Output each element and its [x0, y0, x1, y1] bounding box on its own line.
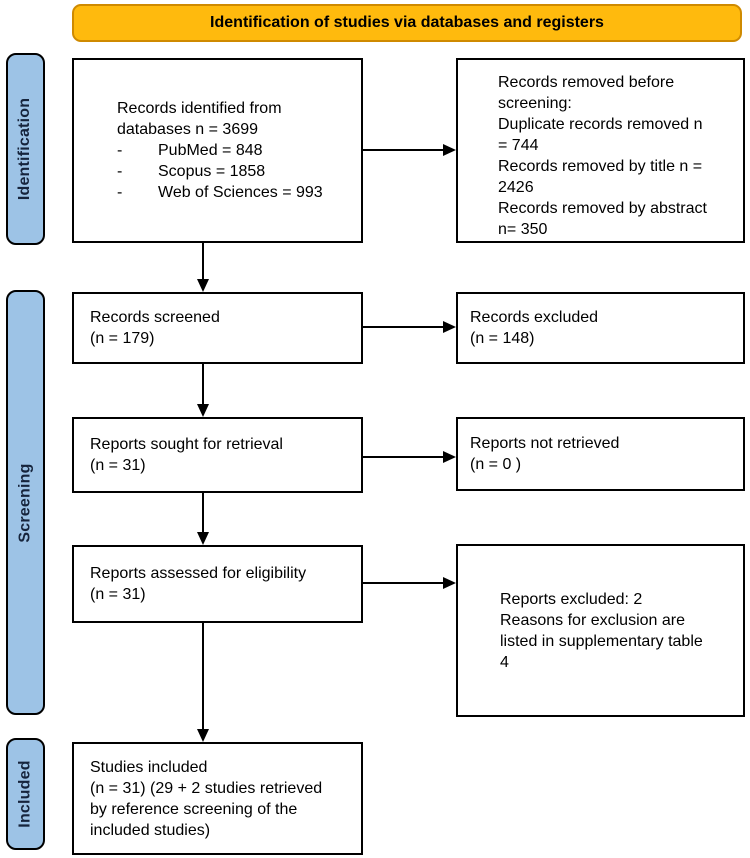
arrow-sought-to-assessed: [202, 493, 204, 532]
sidebar-identification-label: Identification: [16, 97, 34, 201]
source-scopus-label: Scopus = 1858: [158, 163, 266, 180]
sidebar-identification: [6, 53, 45, 245]
source-pubmed-label: PubMed = 848: [158, 142, 263, 159]
box-studies-included: [72, 742, 363, 855]
banner-identification-of-studies: [72, 4, 742, 42]
source-web-of-sciences-label: Web of Sciences = 993: [158, 184, 323, 201]
reports-assessed-text: Reports assessed for eligibility (n = 31): [90, 565, 307, 603]
box-records-screened: [72, 292, 363, 364]
records-identified-text: Records identified from databases n = 3699: [117, 100, 282, 138]
box-records-removed: [456, 58, 745, 243]
box-reports-assessed: [72, 545, 363, 623]
arrow-screened-to-sought: [202, 364, 204, 404]
reports-not-retrieved-text: Reports not retrieved (n = 0 ): [470, 435, 620, 473]
source-web-of-sciences: [117, 182, 355, 203]
sidebar-screening-label: Screening: [16, 462, 34, 543]
sidebar-included-label: Included: [16, 760, 34, 828]
source-pubmed: [117, 140, 355, 161]
banner-label: Identification of studies via databases and registers: [210, 14, 604, 31]
arrow-screened-to-excluded: [363, 326, 443, 328]
bullet-dash: -: [117, 184, 123, 201]
box-records-excluded: [456, 292, 745, 364]
arrow-identified-to-screened: [202, 243, 204, 279]
sidebar-screening: [6, 290, 45, 715]
box-records-identified: [72, 58, 363, 243]
arrow-sought-to-not-retrieved: [363, 456, 443, 458]
box-reports-not-retrieved: [456, 417, 745, 491]
bullet-dash: -: [117, 142, 123, 159]
bullet-dash: -: [117, 163, 123, 180]
sidebar-included: [6, 738, 45, 850]
arrow-identified-to-removed: [363, 149, 443, 151]
arrow-assessed-to-reports-excluded: [363, 582, 443, 584]
reports-sought-text: Reports sought for retrieval (n = 31): [90, 436, 283, 474]
records-excluded-text: Records excluded (n = 148): [470, 309, 599, 347]
arrow-assessed-to-included: [202, 623, 204, 729]
studies-included-text: Studies included (n = 31) (29 + 2 studies retrieved by reference screening of the included studies): [90, 758, 323, 839]
records-screened-text: Records screened (n = 179): [90, 309, 220, 347]
box-reports-excluded: [456, 544, 745, 717]
records-removed-text: Records removed before screening: Duplicate records removed n = 744 Records removed by title n = 2426 Records removed by abstract n= 350: [498, 74, 707, 238]
box-reports-sought: [72, 417, 363, 493]
source-scopus: [117, 161, 355, 182]
reports-excluded-text: Reports excluded: 2 Reasons for exclusion are listed in supplementary table 4: [500, 590, 703, 671]
